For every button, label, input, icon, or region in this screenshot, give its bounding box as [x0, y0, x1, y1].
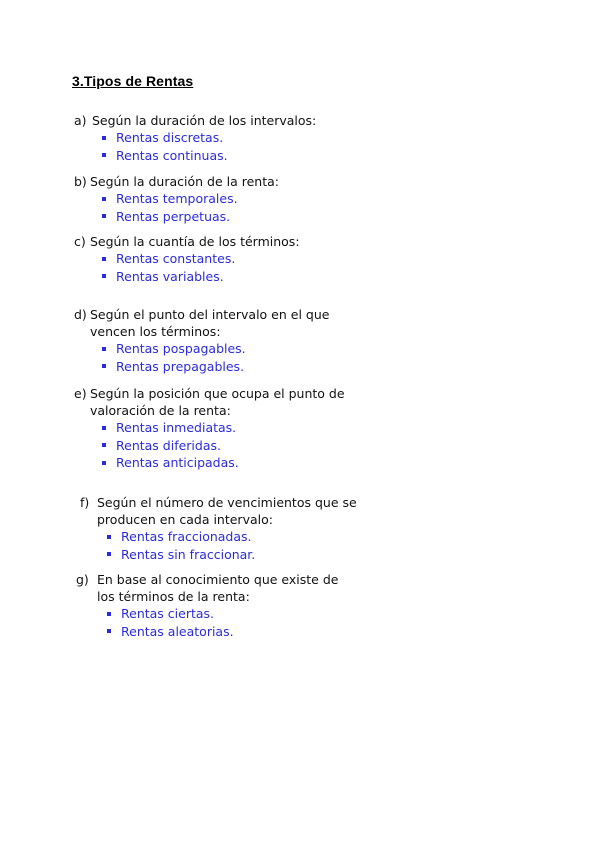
section-g	[76, 571, 338, 640]
square-bullet-icon	[102, 136, 106, 140]
square-bullet-icon	[102, 426, 106, 430]
list-item	[102, 250, 300, 268]
square-bullet-icon	[102, 257, 106, 261]
list-item-label: Rentas fraccionadas.	[121, 529, 252, 545]
section-heading-line: En base al conocimiento que existe de	[97, 572, 339, 587]
list-item	[107, 623, 338, 641]
section-letter: g)	[76, 572, 89, 587]
list-item-label: Rentas discretas.	[116, 130, 224, 146]
section-a	[74, 112, 316, 164]
list-item	[107, 605, 338, 623]
list-item	[107, 528, 357, 546]
section-e	[74, 385, 345, 472]
section-letter: a)	[74, 113, 87, 128]
section-heading-line: Según el punto del intervalo en el que	[90, 307, 330, 322]
section-letter: d)	[74, 307, 87, 322]
square-bullet-icon	[107, 612, 111, 616]
list-item-label: Rentas perpetuas.	[116, 208, 231, 224]
square-bullet-icon	[102, 274, 106, 278]
section-heading-line: los términos de la renta:	[97, 589, 250, 604]
rentas-list	[102, 129, 316, 164]
section-b	[74, 173, 279, 225]
list-item	[102, 268, 300, 286]
section-heading-line: valoración de la renta:	[90, 403, 231, 418]
section-heading-line: vencen los términos:	[90, 324, 221, 339]
section-heading-line: Según la cuantía de los términos:	[90, 234, 300, 249]
section-heading	[74, 385, 345, 419]
section-heading	[76, 571, 338, 605]
rentas-list	[102, 190, 279, 225]
list-item-label: Rentas ciertas.	[121, 606, 215, 622]
section-heading-line: Según el número de vencimientos que se	[97, 495, 357, 510]
list-item-label: Rentas aleatorias.	[121, 623, 234, 639]
list-item	[102, 340, 329, 358]
section-heading-line: producen en cada intervalo:	[97, 512, 273, 527]
section-c	[74, 233, 300, 285]
list-item-label: Rentas variables.	[116, 268, 224, 284]
square-bullet-icon	[102, 364, 106, 368]
section-heading-line: Según la posición que ocupa el punto de	[90, 386, 345, 401]
list-item	[102, 358, 329, 376]
section-letter: b)	[74, 174, 87, 189]
list-item-label: Rentas prepagables.	[116, 358, 245, 374]
section-heading	[74, 112, 316, 129]
list-item-label: Rentas temporales.	[116, 191, 238, 207]
rentas-list	[107, 528, 357, 563]
section-letter: e)	[74, 386, 87, 401]
section-heading	[80, 494, 357, 528]
list-item	[102, 190, 279, 208]
square-bullet-icon	[107, 535, 111, 539]
list-item	[102, 129, 316, 147]
section-heading-line: Según la duración de los intervalos:	[92, 113, 317, 128]
list-item	[102, 454, 345, 472]
list-item-label: Rentas continuas.	[116, 147, 228, 163]
square-bullet-icon	[102, 197, 106, 201]
square-bullet-icon	[102, 214, 106, 218]
rentas-list	[102, 340, 329, 375]
list-item-label: Rentas anticipadas.	[116, 455, 239, 471]
section-d	[74, 306, 329, 375]
section-heading	[74, 306, 329, 340]
square-bullet-icon	[107, 629, 111, 633]
section-heading-line: Según la duración de la renta:	[90, 174, 279, 189]
list-item	[102, 208, 279, 226]
list-item-label: Rentas diferidas.	[116, 437, 221, 453]
square-bullet-icon	[107, 552, 111, 556]
list-item	[102, 419, 345, 437]
list-item	[102, 437, 345, 455]
section-heading	[74, 173, 279, 190]
rentas-list	[107, 605, 338, 640]
section-letter: c)	[74, 234, 86, 249]
section-f	[80, 494, 357, 563]
list-item-label: Rentas constantes.	[116, 251, 236, 267]
rentas-list	[102, 419, 345, 472]
square-bullet-icon	[102, 153, 106, 157]
square-bullet-icon	[102, 347, 106, 351]
list-item-label: Rentas pospagables.	[116, 341, 246, 357]
list-item-label: Rentas sin fraccionar.	[121, 546, 256, 562]
section-heading	[74, 233, 300, 250]
square-bullet-icon	[102, 443, 106, 447]
list-item	[107, 546, 357, 564]
list-item-label: Rentas inmediatas.	[116, 420, 237, 436]
rentas-list	[102, 250, 300, 285]
list-item	[102, 147, 316, 165]
section-letter: f)	[80, 495, 90, 510]
square-bullet-icon	[102, 461, 106, 465]
page-title: 3.Tipos de Rentas	[72, 73, 194, 89]
